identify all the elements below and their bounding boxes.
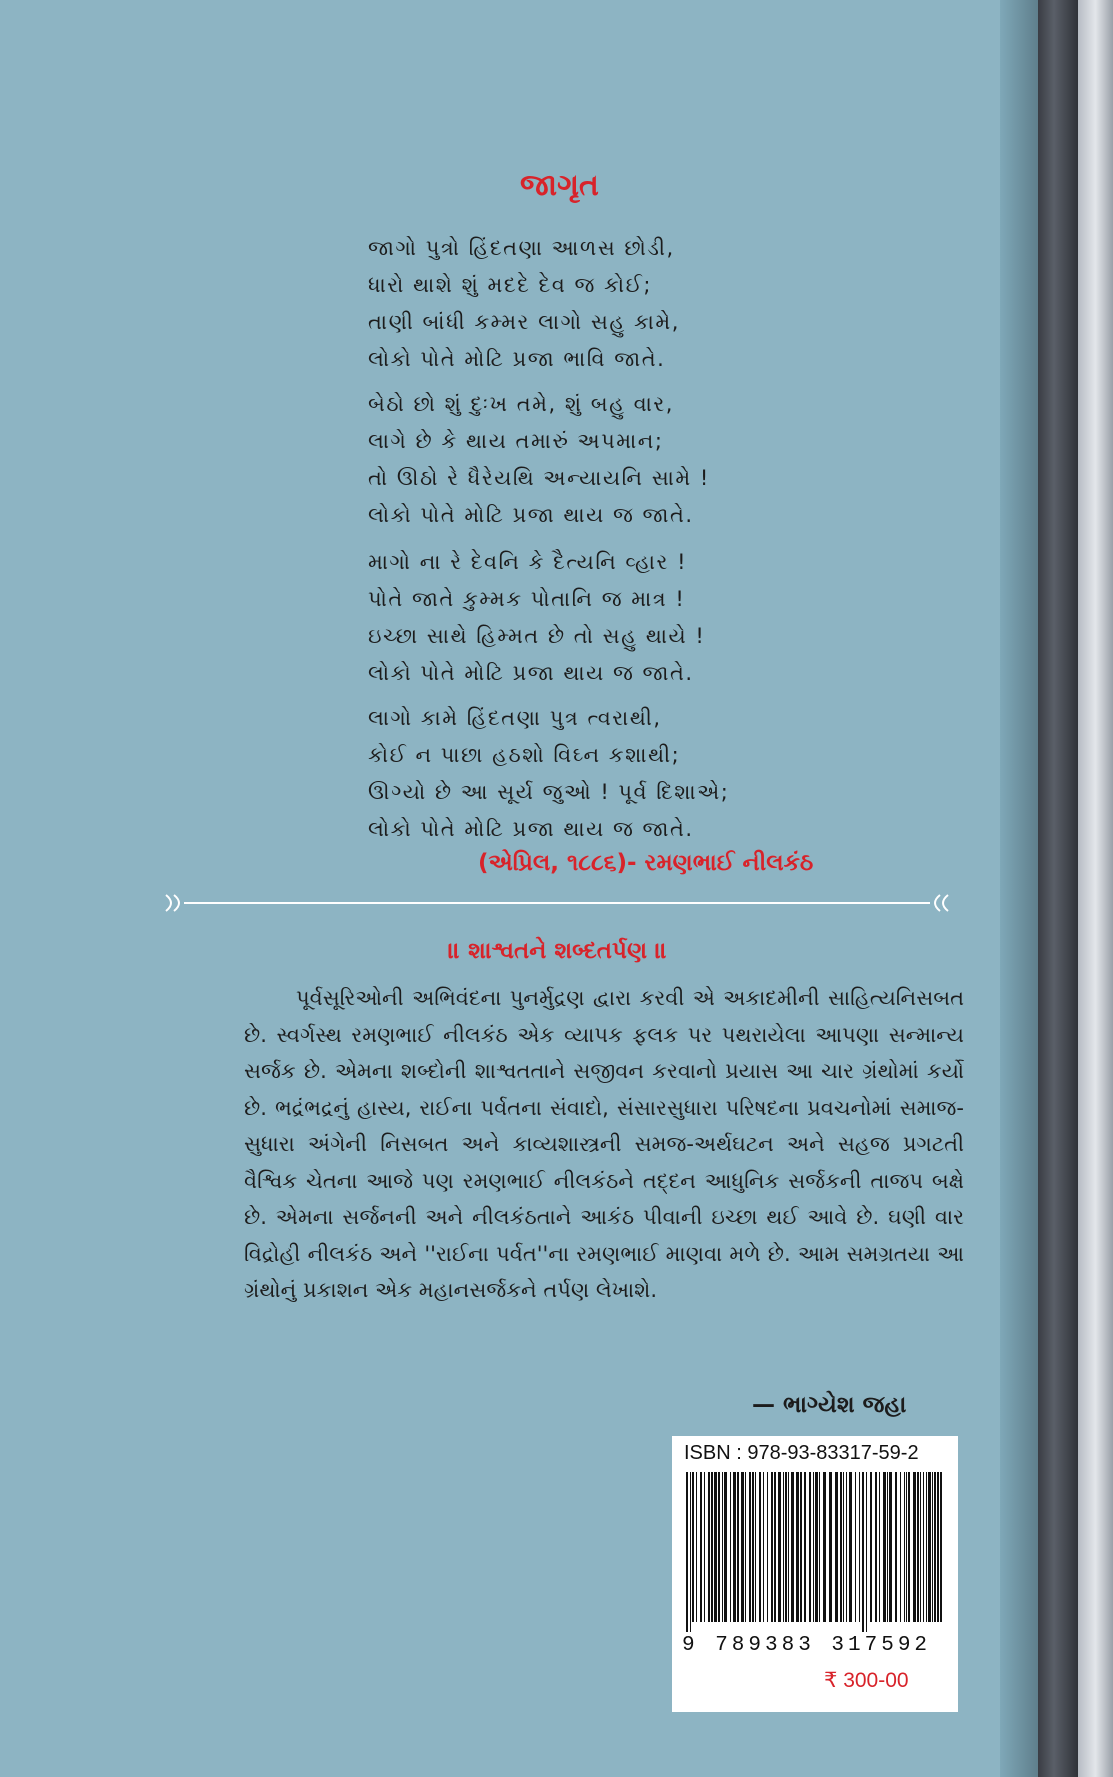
barcode-bar: [866, 1472, 867, 1632]
poem-line: તાણી બાંધી કમ્મર લાગો સહુ કામે,: [368, 310, 680, 334]
barcode-bar: [940, 1472, 942, 1622]
barcode-bar: [875, 1472, 877, 1622]
poem-line: લોકો પોતે મોટિ પ્રજા થાય જ જાતે.: [368, 503, 694, 527]
barcode-bar: [778, 1472, 781, 1622]
barcode-bar: [724, 1472, 727, 1622]
barcode-bar: [843, 1472, 844, 1622]
barcode-bar: [730, 1472, 731, 1622]
leaf-divider-ornament: [162, 890, 952, 916]
barcode-label: [672, 1436, 958, 1712]
page-block-edge: [1078, 0, 1113, 1777]
barcode-bar: [813, 1472, 814, 1622]
barcode-bar: [733, 1472, 736, 1622]
barcode-bar: [883, 1472, 886, 1622]
barcode-digits: 9 789383 317592: [682, 1634, 932, 1657]
barcode-bar: [859, 1472, 860, 1622]
barcode-bar: [767, 1472, 768, 1622]
barcode-bar: [785, 1472, 787, 1622]
barcode-bar: [819, 1472, 820, 1622]
barcode-bar: [920, 1472, 921, 1622]
barcode-bar: [906, 1472, 907, 1622]
cover-edge-shadow: [1000, 0, 1038, 1777]
barcode-bar: [879, 1472, 880, 1622]
barcode-bar: [835, 1472, 838, 1622]
barcode-bar: [923, 1472, 924, 1622]
book-spine-edge: [1038, 0, 1078, 1777]
barcode-bar: [718, 1472, 720, 1622]
barcode-bar: [752, 1472, 754, 1622]
poem-stanza-4: [368, 700, 788, 848]
barcode-bar: [741, 1472, 744, 1622]
barcode-bar: [809, 1472, 811, 1622]
poem-line: લોકો પોતે મોટિ પ્રજા થાય જ જાતે.: [368, 661, 694, 685]
barcode-bar: [745, 1472, 746, 1622]
barcode-bar: [928, 1472, 931, 1622]
poem-line: લોકો પોતે મોટિ પ્રજા ભાવિ જાતે.: [368, 347, 666, 371]
poem-stanza-3: [368, 544, 788, 692]
barcode-bar: [690, 1472, 691, 1632]
section-title: ॥ શાશ્વતને શબ્દતર્પણ ॥: [448, 938, 668, 964]
poem-line: કોઈ ન પાછા હઠશો વિઘ્ન કશાથી;: [368, 743, 681, 767]
barcode-bar: [815, 1472, 818, 1622]
barcode-bar: [804, 1472, 806, 1622]
barcode-bar: [900, 1472, 901, 1622]
barcode-bar: [692, 1472, 694, 1622]
barcode-bar: [855, 1472, 856, 1622]
barcode-bar: [908, 1472, 910, 1622]
poem-line: બેઠો છો શું દુઃખ તમે, શું બહુ વાર,: [368, 392, 674, 416]
barcode-bar: [913, 1472, 916, 1622]
barcode-bar: [934, 1472, 936, 1622]
barcode-bar: [840, 1472, 842, 1622]
barcode-bar: [759, 1472, 761, 1622]
poem-line: ઊગ્યો છે આ સૂર્ય જુઓ ! પૂર્વ દિશાએ;: [368, 780, 730, 804]
section-author: — ભાગ્યેશ જહા: [752, 1392, 907, 1418]
barcode-bar: [846, 1472, 847, 1622]
barcode-bar: [700, 1472, 702, 1622]
barcode-bar: [722, 1472, 723, 1622]
barcode-bar: [887, 1472, 888, 1622]
barcode-bar: [788, 1472, 789, 1622]
barcode-bar: [704, 1472, 705, 1622]
isbn-text: ISBN : 978-93-83317-59-2: [684, 1442, 919, 1464]
poem-title: જાગૃત: [520, 168, 599, 203]
barcode-bar: [800, 1472, 802, 1622]
barcode-bar: [708, 1472, 710, 1622]
barcode-bar: [926, 1472, 927, 1622]
poem-line: જાગો પુત્રો હિંદતણા આળસ છોડી,: [368, 236, 675, 260]
barcode-bar: [686, 1472, 688, 1632]
barcode-bar: [823, 1472, 826, 1622]
barcode-bar: [774, 1472, 776, 1622]
poem-line: લાગે છે કે થાય તમારું અપમાન;: [368, 429, 664, 453]
barcode-bar: [849, 1472, 852, 1622]
barcode-bar: [771, 1472, 773, 1622]
barcode-bar: [904, 1472, 905, 1622]
poem-line: લોકો પોતે મોટિ પ્રજા થાય જ જાતે.: [368, 817, 694, 841]
poem-stanza-2: [368, 386, 788, 534]
barcode-bar: [783, 1472, 784, 1622]
barcode-bar: [889, 1472, 892, 1622]
poem-line: ધારો થાશે શું મદદે દેવ જ કોઈ;: [368, 273, 652, 297]
barcode-bar: [829, 1472, 832, 1622]
barcode-bar: [696, 1472, 697, 1622]
barcode-bar: [737, 1472, 739, 1622]
section-body: પૂર્વસૂરિઓની અભિવંદના પુનર્મુદ્રણ દ્વારા કરવી એ અકાદમીની સાહિત્યનિસબત છે. સ્વર્ગસ્થ રમણભાઈ નીલકંઠ એક વ્યાપક ફલક પર પથરાયેલા આપણા સન્માન્ય સર્જક છે. એમના શબ્દોની શાશ્વતતાને સજીવન કરવાનો પ્રયાસ આ ચાર ગ્રંથોમાં કર્યો છે. ભદ્રંભદ્રનું હાસ્ય, રાઈના પર્વતના સંવાદો, સંસારસુધારા પરિષદના પ્રવચનોમાં સમાજ- સુધારા અંગેની નિસબત અને કાવ્યશાસ્ત્રની સમજ-અર્થઘટન અને સહજ પ્રગટતી વૈશ્વિક ચેતના આજે પણ રમણભાઈ નીલકંઠને તદ્દન આધુનિક સર્જકની તાજપ બક્ષે છે. એમના સર્જનની અને નીલકંઠતાને આકંઠ પીવાની ઇચ્છા થઈ આવે છે. ઘણી વાર વિદ્રોહી નીલકંઠ અને ''રાઈના પર્વત''ના રમણભાઈ માણવા મળે છે. આમ સમગ્રતયા આ ગ્રંથોનું પ્રકાશન એક મહાનસર્જકને તર્પણ લેખાશે.: [244, 986, 964, 1302]
barcode-bar: [917, 1472, 919, 1622]
poem-line: તો ઊઠો રે ધૈરેયથિ અન્યાયનિ સામે !: [368, 466, 710, 490]
barcode-bar: [796, 1472, 799, 1622]
barcode-bar: [932, 1472, 933, 1622]
poem-line: ઇચ્છા સાથે હિમ્મત છે તો સહુ થાયે !: [368, 624, 706, 648]
barcode-bar: [870, 1472, 872, 1622]
barcode-bar: [937, 1472, 939, 1622]
poem-attribution: (એપ્રિલ, ૧૮૮૬)- રમણભાઈ નીલકંઠ: [478, 850, 814, 876]
price-label: ₹ 300-00: [824, 1669, 909, 1692]
barcode-bar: [711, 1472, 713, 1622]
barcode-bar: [791, 1472, 794, 1622]
barcode-bar: [755, 1472, 756, 1622]
barcode-bars: [682, 1472, 948, 1632]
barcode-bar: [714, 1472, 717, 1622]
poem-line: પોતે જાતે કુમ્મક પોતાનિ જ માત્ર !: [368, 587, 686, 611]
barcode-bar: [895, 1472, 897, 1622]
barcode-bar: [763, 1472, 764, 1622]
poem-stanza-1: [368, 230, 788, 378]
poem-line: માગો ના રે દેવનિ કે દૈત્યનિ વ્હાર !: [368, 550, 687, 574]
barcode-bar: [862, 1472, 864, 1632]
barcode-bar: [749, 1472, 751, 1622]
poem-line: લાગો કામે હિંદતણા પુત્ર ત્વરાથી,: [368, 706, 662, 730]
